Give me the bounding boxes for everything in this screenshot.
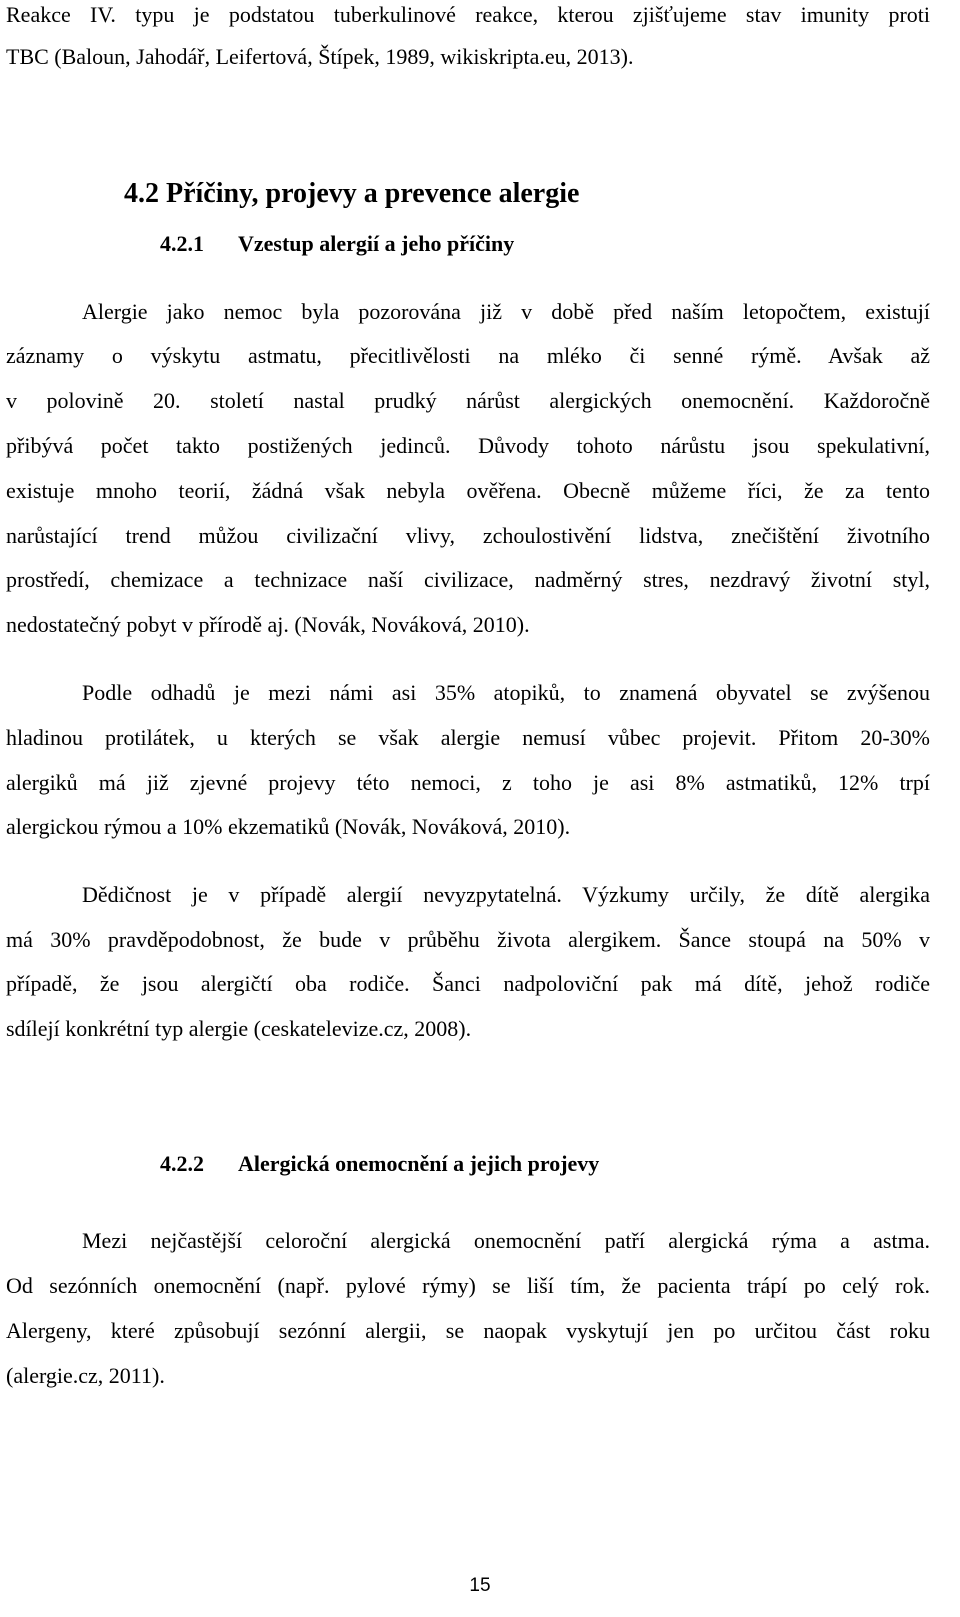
text-line: Dědičnost je v případě alergií nevyzpytatelná. Výzkumy určily, že dítě alergika bbox=[82, 882, 930, 907]
text-line: Alergeny, které způsobují sezónní alergii, se naopak vyskytují jen po určitou část roku bbox=[6, 1318, 930, 1343]
text-line: přibývá počet takto postižených jedinců. Důvody tohoto nárůstu jsou spekulativní, bbox=[6, 433, 930, 458]
text-line: alergiků má již zjevné projevy této nemoci, z toho je asi 8% astmatiků, 12% trpí bbox=[6, 770, 930, 795]
subsection-number: 4.2.2 bbox=[160, 1151, 204, 1176]
text-line: hladinou protilátek, u kterých se však alergie nemusí vůbec projevit. Přitom 20-30% bbox=[6, 725, 930, 750]
text-line: záznamy o výskytu astmatu, přecitlivělosti na mléko či senné rýmě. Avšak až bbox=[6, 343, 930, 368]
text-line: prostředí, chemizace a technizace naší civilizace, nadměrný stres, nezdravý životní styl, bbox=[6, 567, 930, 592]
subsection-heading bbox=[160, 230, 514, 258]
subsection-heading bbox=[160, 1150, 599, 1178]
text-line: sdílejí konkrétní typ alergie (ceskatelevize.cz, 2008). bbox=[6, 1016, 472, 1041]
subsection-title: Alergická onemocnění a jejich projevy bbox=[238, 1151, 600, 1176]
text-line: Reakce IV. typu je podstatou tuberkulinové reakce, kterou zjišťujeme stav imunity proti bbox=[6, 2, 930, 27]
text-line: má 30% pravděpodobnost, že bude v průběhu života alergikem. Šance stoupá na 50% v bbox=[6, 927, 930, 952]
text-line: případě, že jsou alergičtí oba rodiče. Šanci nadpoloviční pak má dítě, jehož rodiče bbox=[6, 971, 930, 996]
page-number: 15 bbox=[469, 1575, 491, 1596]
subsection-number: 4.2.1 bbox=[160, 231, 204, 256]
text-line: (alergie.cz, 2011). bbox=[6, 1363, 165, 1388]
text-line: Podle odhadů je mezi námi asi 35% atopiků, to znamená obyvatel se zvýšenou bbox=[82, 680, 930, 705]
text-line: TBC (Baloun, Jahodář, Leifertová, Štípek, 1989, wikiskripta.eu, 2013). bbox=[6, 44, 634, 69]
text-line: v polovině 20. století nastal prudký nárůst alergických onemocnění. Každoročně bbox=[6, 388, 930, 413]
text-line: nedostatečný pobyt v přírodě aj. (Novák, Nováková, 2010). bbox=[6, 612, 530, 637]
subsection-title: Vzestup alergií a jeho příčiny bbox=[238, 231, 515, 256]
text-line: Mezi nejčastější celoroční alergická onemocnění patří alergická rýma a astma. bbox=[82, 1228, 930, 1253]
text-line: Alergie jako nemoc byla pozorována již v době před naším letopočtem, existují bbox=[82, 299, 930, 324]
text-line: alergickou rýmou a 10% ekzematiků (Novák, Nováková, 2010). bbox=[6, 814, 571, 839]
text-line: existuje mnoho teorií, žádná však nebyla ověřena. Obecně můžeme říci, že za tento bbox=[6, 478, 930, 503]
text-line: narůstající trend můžou civilizační vlivy, zchoulostivění lidstva, znečištění životního bbox=[6, 523, 930, 548]
section-heading: 4.2 Příčiny, projevy a prevence alergie bbox=[124, 178, 580, 209]
text-line: Od sezónních onemocnění (např. pylové rýmy) se liší tím, že pacienta trápí po celý rok. bbox=[6, 1273, 930, 1298]
